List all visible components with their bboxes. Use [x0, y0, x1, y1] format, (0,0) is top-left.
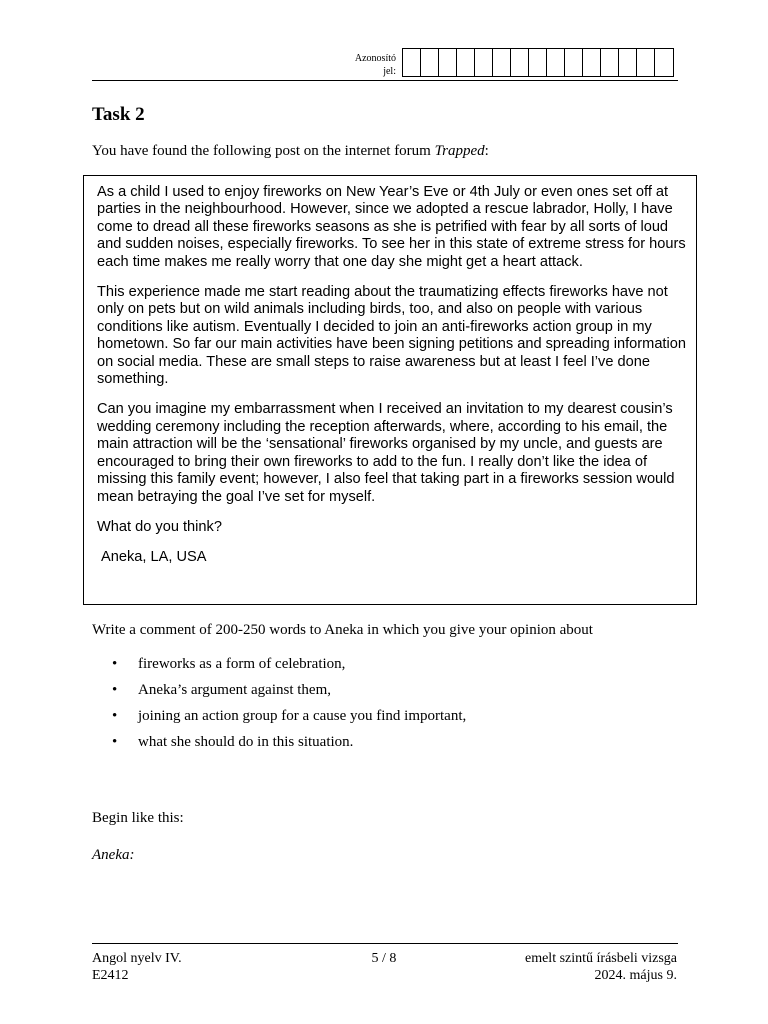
bullet-symbol: • — [112, 656, 118, 672]
bullet-item — [112, 707, 466, 725]
id-label — [330, 52, 396, 78]
id-code-box[interactable] — [601, 49, 619, 76]
id-code-box[interactable] — [403, 49, 421, 76]
intro-end: : — [484, 143, 489, 159]
bullet-symbol: • — [112, 734, 118, 750]
bullet-item — [112, 655, 466, 673]
bullet-text: what she should do in this situation. — [138, 734, 354, 750]
writing-instruction: Write a comment of 200-250 words to Aneka in which you give your opinion about — [92, 622, 593, 638]
begin-label: Begin like this: — [92, 810, 184, 826]
forum-post — [83, 175, 697, 605]
id-code-boxes — [402, 48, 674, 77]
post-paragraph: This experience made me start reading about the traumatizing effects fireworks have not only on pets but on wild animals including birds, too, and also on people with various conditions like autism. Eventually I decided to join an anti-fireworks action group in my hometown. So far our main activities have been signing petitions and spreading information on social media. These are small steps to raise awareness but at least I feel I’ve done something. — [97, 284, 686, 388]
page-number: 5 / 8 — [371, 951, 397, 966]
footer-divider — [92, 943, 678, 944]
post-signature: Aneka, LA, USA — [101, 549, 207, 566]
footer-date: 2024. május 9. — [594, 968, 677, 983]
id-code-box[interactable] — [511, 49, 529, 76]
post-paragraph: As a child I used to enjoy fireworks on New Year’s Eve or 4th July or even ones set off at parties in the neighbourhood. However, since we adopted a rescue labrador, Holly, I have come to dread all these fireworks seasons as she is petrified with fear by all sorts of loud and sudden noises, especially fireworks. To see her in this state of extreme stress for hours each time makes me really worry that one day she might get a heart attack. — [97, 184, 686, 270]
id-code-box[interactable] — [439, 49, 457, 76]
id-code-box[interactable] — [493, 49, 511, 76]
instruction-bullets — [112, 655, 466, 759]
footer-right — [525, 950, 677, 984]
id-code-box[interactable] — [475, 49, 493, 76]
id-label-line1: Azonosító — [354, 53, 396, 64]
footer-subject: Angol nyelv IV. — [92, 951, 182, 966]
bullet-symbol: • — [112, 682, 118, 698]
bullet-symbol: • — [112, 708, 118, 724]
task-title: Task 2 — [92, 104, 145, 125]
footer-code: E2412 — [92, 968, 129, 983]
id-code-box[interactable] — [619, 49, 637, 76]
post-paragraph: Can you imagine my embarrassment when I received an invitation to my dearest cousin’s wedding ceremony including the reception afterwards, where, according to his email, the main attraction will be the ‘sensational’ fireworks organised by my uncle, and guests are encouraged to bring their own fireworks to add to the fun. I really don’t like the idea of missing this family event; however, I also feel that taking part in a fireworks session would mean betraying the goal I’ve set for myself. — [97, 401, 675, 505]
begin-text: Aneka: — [92, 847, 135, 863]
intro-text: You have found the following post on the internet forum — [92, 143, 435, 159]
id-code-box[interactable] — [637, 49, 655, 76]
id-code-box[interactable] — [421, 49, 439, 76]
header-divider — [92, 80, 678, 81]
id-label-line2: jel: — [383, 66, 396, 77]
bullet-text: fireworks as a form of celebration, — [138, 656, 346, 672]
bullet-text: joining an action group for a cause you find important, — [138, 708, 467, 724]
footer-exam-level: emelt szintű írásbeli vizsga — [524, 951, 677, 966]
id-code-box[interactable] — [547, 49, 565, 76]
id-code-box[interactable] — [655, 49, 673, 76]
task-intro — [92, 143, 489, 160]
id-code-box[interactable] — [529, 49, 547, 76]
id-code-box[interactable] — [565, 49, 583, 76]
id-code-box[interactable] — [583, 49, 601, 76]
bullet-text: Aneka’s argument against them, — [138, 682, 332, 698]
forum-name: Trapped — [434, 143, 485, 159]
bullet-item — [112, 681, 466, 699]
id-code-box[interactable] — [457, 49, 475, 76]
bullet-item — [112, 733, 466, 751]
post-question: What do you think? — [97, 518, 222, 535]
